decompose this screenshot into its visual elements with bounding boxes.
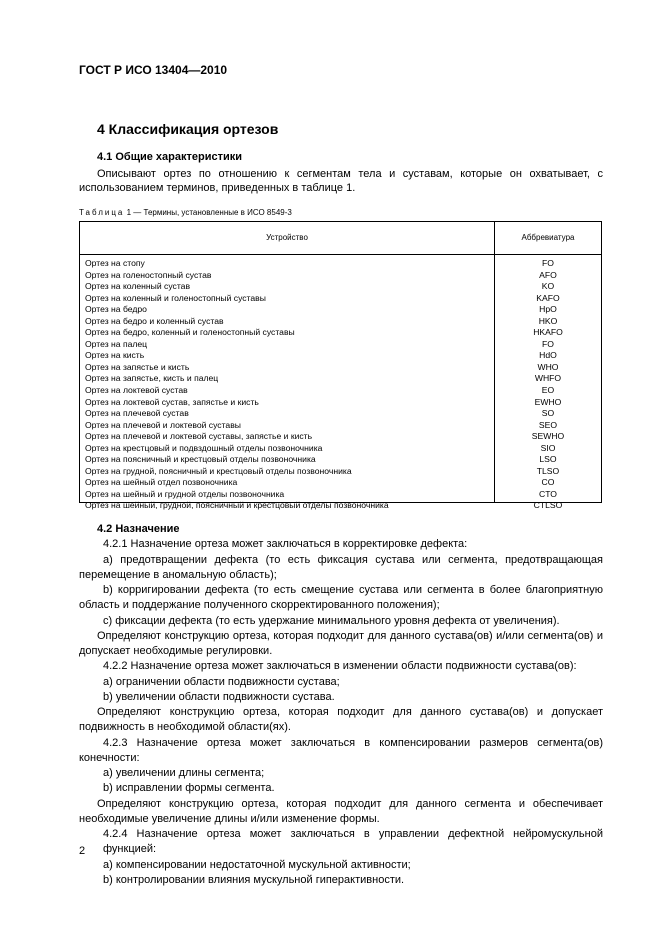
abbreviation-cell: HKAFO <box>533 327 563 338</box>
abbreviation-cell: SEWHO <box>531 431 565 442</box>
table-row <box>80 431 601 443</box>
item-4-2-4-a: a) компенсировании недостаточной мускульной активности; <box>103 858 411 871</box>
abbreviation-cell: WHFO <box>534 373 562 384</box>
abbreviation-cell: KO <box>541 281 555 292</box>
document-header: ГОСТ Р ИСО 13404—2010 <box>79 63 228 77</box>
device-cell: Ортез на кисть <box>85 350 145 361</box>
item-4-2-1-a: a) предотвращении дефекта (то есть фиксация сустава или сегмента, предотвращающая перемещение в аномальную область); <box>79 553 603 581</box>
device-cell: Ортез на палец <box>85 338 148 349</box>
abbreviation-cell: FO <box>542 338 554 349</box>
item-4-2-3-b: b) исправлении формы сегмента. <box>103 782 275 795</box>
abbreviation-cell: HdO <box>539 350 557 361</box>
section-4-2 <box>79 522 603 888</box>
device-cell: Ортез на крестцовый и подвздошный отделы позвоночника <box>85 442 323 453</box>
paragraph-4-2-2: 4.2.2 Назначение ортеза может заключаться в изменении области подвижности сустава(ов): <box>103 660 577 673</box>
section-title: 4 Классификация ортезов <box>97 121 279 137</box>
table-row <box>80 373 601 385</box>
abbreviation-cell: KAFO <box>536 292 560 303</box>
device-cell: Ортез на бедро и коленный сустав <box>85 315 224 326</box>
header-device: Устройство <box>266 233 308 242</box>
paragraph-4-2-3-c: Определяют конструкцию ортеза, которая подходит для данного сегмента и обеспечивает необходимые увеличение длины и/или изменение формы. <box>79 797 603 825</box>
table-row <box>80 385 601 397</box>
table-row <box>80 408 601 420</box>
item-4-2-2-b: b) увеличении области подвижности сустава. <box>103 690 335 703</box>
table-row <box>80 304 601 316</box>
device-cell: Ортез на бедро, коленный и голеностопный суставы <box>85 327 295 338</box>
table-row <box>80 500 601 512</box>
abbreviation-cell: LSO <box>539 454 557 465</box>
abbreviation-cell: SIO <box>540 442 556 453</box>
table-row <box>80 350 601 362</box>
table-row <box>80 258 601 270</box>
abbreviation-cell: WHO <box>537 361 559 372</box>
section-4-2-title: 4.2 Назначение <box>97 523 180 535</box>
table-row <box>80 362 601 374</box>
table-caption <box>79 208 292 217</box>
abbreviation-cell: FO <box>542 258 554 268</box>
table-row <box>80 420 601 432</box>
abbreviation-cell: CTLSO <box>533 500 563 511</box>
abbreviation-cell: AFO <box>539 269 557 280</box>
device-cell: Ортез на бедро <box>85 304 147 315</box>
abbreviation-cell: EO <box>541 385 555 396</box>
table-row <box>80 397 601 409</box>
item-4-2-2-a: a) ограничении области подвижности сустава; <box>103 675 340 688</box>
table-row <box>80 339 601 351</box>
paragraph-4-2-3: 4.2.3 Назначение ортеза может заключаться в компенсировании размеров сегмента(ов) конечности: <box>79 736 603 764</box>
item-4-2-3-a: a) увеличении длины сегмента; <box>103 767 265 779</box>
table-row <box>80 316 601 328</box>
abbreviation-cell: EWHO <box>534 396 562 407</box>
device-cell: Ортез на грудной, поясничный и крестцовый отделы позвоночника <box>85 465 352 476</box>
device-cell: Ортез на шейный и грудной отделы позвоночника <box>85 488 285 499</box>
item-4-2-1-b: b) корригировании дефекта (то есть смещение сустава или сегмента в более благоприятную область и поддержание полученного скорректированного положения); <box>79 584 603 612</box>
table-row <box>80 293 601 305</box>
table-header <box>80 222 601 255</box>
table-row <box>80 443 601 455</box>
abbreviation-cell: SEO <box>538 419 558 430</box>
table-row <box>80 281 601 293</box>
table-row <box>80 327 601 339</box>
page-number: 2 <box>79 845 86 857</box>
device-cell: Ортез на коленный и голеностопный суставы <box>85 292 266 303</box>
device-cell: Ортез на поясничный и крестцовый отделы позвоночника <box>85 454 316 465</box>
item-4-2-1-c: c) фиксации дефекта (то есть удержание минимального уровня дефекта от увеличения). <box>103 614 560 627</box>
subsection-title: 4.1 Общие характеристики <box>97 151 243 163</box>
device-cell: Ортез на коленный сустав <box>85 281 191 292</box>
item-4-2-4-b: b) контролировании влияния мускульной гиперактивности. <box>103 873 405 886</box>
device-cell: Ортез на шейный, грудной, поясничный и крестцовый отделы позвоночника <box>85 500 389 511</box>
table-row <box>80 477 601 489</box>
device-cell: Ортез на локтевой сустав <box>85 385 188 396</box>
abbreviation-cell: HpO <box>539 304 557 315</box>
abbreviation-cell: CO <box>541 477 555 488</box>
abbreviation-cell: HKO <box>538 315 558 326</box>
device-cell: Ортез на плечевой и локтевой суставы, запястье и кисть <box>85 431 313 442</box>
abbreviation-cell: CTO <box>539 488 557 499</box>
paragraph-4-2-4: 4.2.4 Назначение ортеза может заключаться в управлении дефектной нейромускульной функцией: <box>103 828 603 856</box>
table-row <box>80 454 601 466</box>
abbreviation-cell: TLSO <box>536 465 560 476</box>
paragraph-4-2-1: 4.2.1 Назначение ортеза может заключаться в корректировке дефекта: <box>103 538 468 551</box>
device-cell: Ортез на шейный отдел позвоночника <box>85 477 238 488</box>
table-caption-word: Таблица <box>79 208 125 217</box>
table-caption-text: 1 — Термины, установленные в ИСО 8549-3 <box>126 208 292 217</box>
device-cell: Ортез на локтевой сустав, запястье и кисть <box>85 396 259 407</box>
paragraph-4-2-1-d: Определяют конструкцию ортеза, которая подходит для данного сустава(ов) и/или сегмента(ов) и допускает необходимые регулировки. <box>79 629 603 657</box>
table-row <box>80 489 601 501</box>
device-cell: Ортез на запястье и кисть <box>85 361 190 372</box>
abbreviation-cell: SO <box>541 408 555 419</box>
paragraph-4-2-2-c: Определяют конструкцию ортеза, которая подходит для данного сустава(ов) и допускает подвижность в необходимой области(ях). <box>79 706 603 734</box>
device-cell: Ортез на плечевой сустав <box>85 408 189 419</box>
table-row <box>80 466 601 478</box>
table-body <box>80 258 601 512</box>
header-abbreviation: Аббревиатура <box>521 233 575 242</box>
intro-paragraph: Описывают ортез по отношению к сегментам тела и суставам, которые он охватывает, с использованием терминов, приведенных в таблице 1. <box>79 168 603 194</box>
terms-table <box>79 221 602 511</box>
device-cell: Ортез на запястье, кисть и палец <box>85 373 219 384</box>
device-cell: Ортез на стопу <box>85 258 145 268</box>
table-row <box>80 270 601 282</box>
device-cell: Ортез на плечевой и локтевой суставы <box>85 419 241 430</box>
device-cell: Ортез на голеностопный сустав <box>85 269 212 280</box>
